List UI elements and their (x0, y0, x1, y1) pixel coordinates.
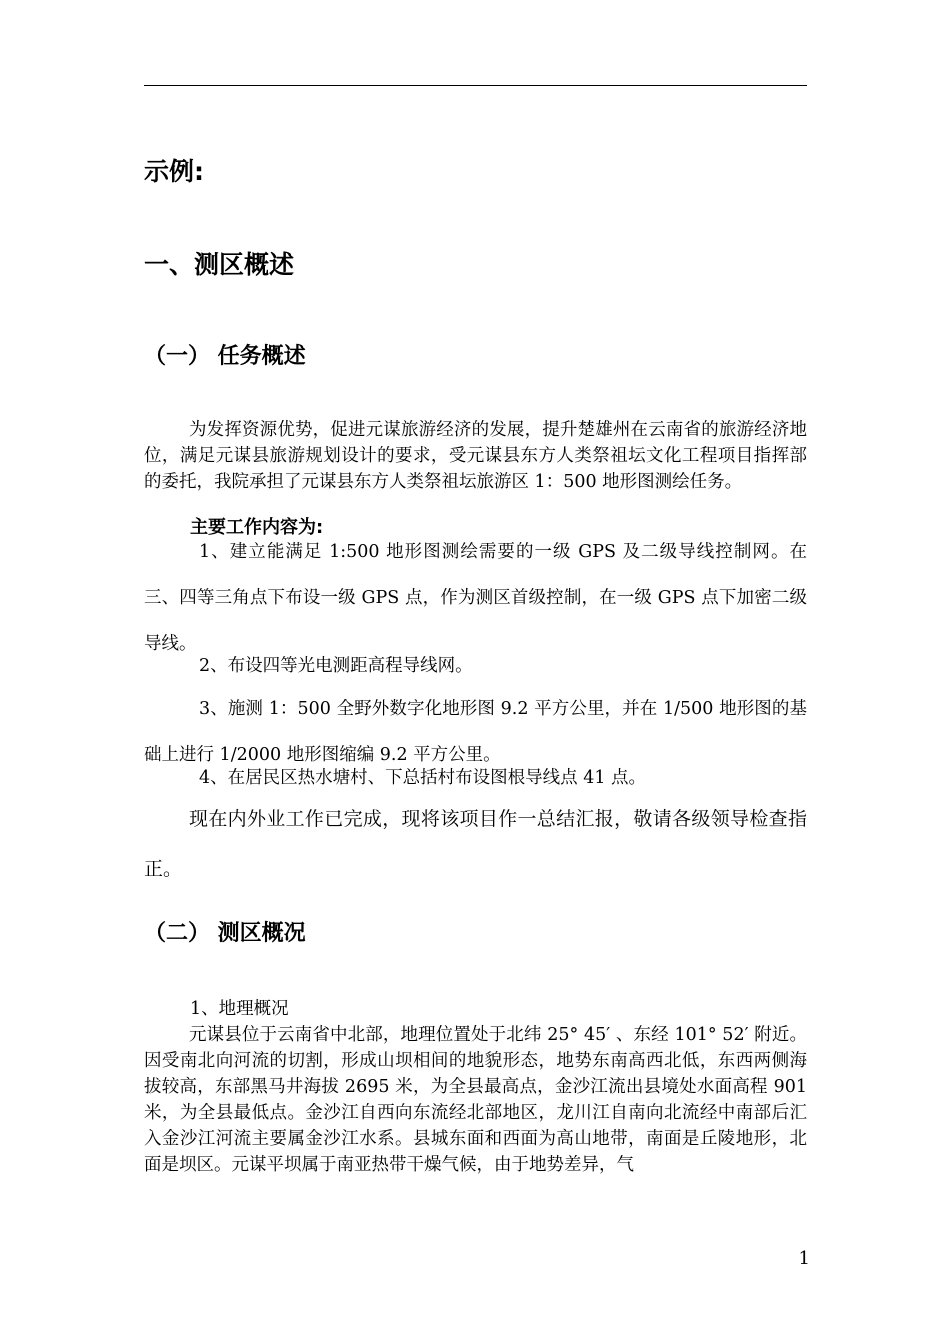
main-work-label: 主要工作内容为: (190, 517, 324, 538)
work-item-1: 1、建立能满足 1:500 地形图测绘需要的一级 GPS 及二级导线控制网。在三、四等三角点下布设一级 GPS 点，作为测区首级控制，在一级 GPS 点下加密二级导线。 (144, 542, 807, 654)
subheading-survey-area: （二） 测区概况 (144, 921, 306, 946)
header-rule (144, 85, 807, 86)
work-item-2: 2、布设四等光电测距高程导线网。 (199, 656, 473, 676)
geography-paragraph: 元谋县位于云南省中北部，地理位置处于北纬 25° 45′ 、东经 101° 52′ 附近。因受南北向河流的切割，形成山坝相间的地貌形态，地势东南高西北低，东西两侧海拔较高，东部黑马井海拔 2695 米，为全县最高点，金沙江流出县境处水面高程 901 米，为全县最低点。金沙江自西向东流经北部地区，龙川江自南向北流经中南部后汇入金沙江河流主要属金沙江水系。县城东面和西面为高山地带，南面是丘陵地形，北面是坝区。元谋平坝属于南亚热带干燥气候，由于地势差异，气 (144, 1025, 807, 1175)
example-heading: 示例: (144, 157, 204, 186)
geography-title: 1、地理概况 (190, 999, 289, 1019)
page-number: 1 (798, 1248, 810, 1269)
work-item-3: 3、施测 1：500 全野外数字化地形图 9.2 平方公里，并在 1/500 地形图的基础上进行 1/2000 地形图缩编 9.2 平方公里。 (144, 699, 807, 765)
closing-paragraph: 现在内外业工作已完成，现将该项目作一总结汇报，敬请各级领导检查指正。 (144, 808, 807, 880)
task-intro-paragraph: 为发挥资源优势，促进元谋旅游经济的发展，提升楚雄州在云南省的旅游经济地位，满足元谋县旅游规划设计的要求，受元谋县东方人类祭祖坛文化工程项目指挥部的委托，我院承担了元谋县东方人类祭祖坛旅游区 1：500 地形图测绘任务。 (144, 420, 807, 492)
subheading-task-overview: （一） 任务概述 (144, 344, 306, 369)
work-item-4: 4、在居民区热水塘村、下总括村布设图根导线点 41 点。 (199, 768, 647, 788)
section-heading-survey-overview: 一、测区概述 (144, 250, 295, 279)
